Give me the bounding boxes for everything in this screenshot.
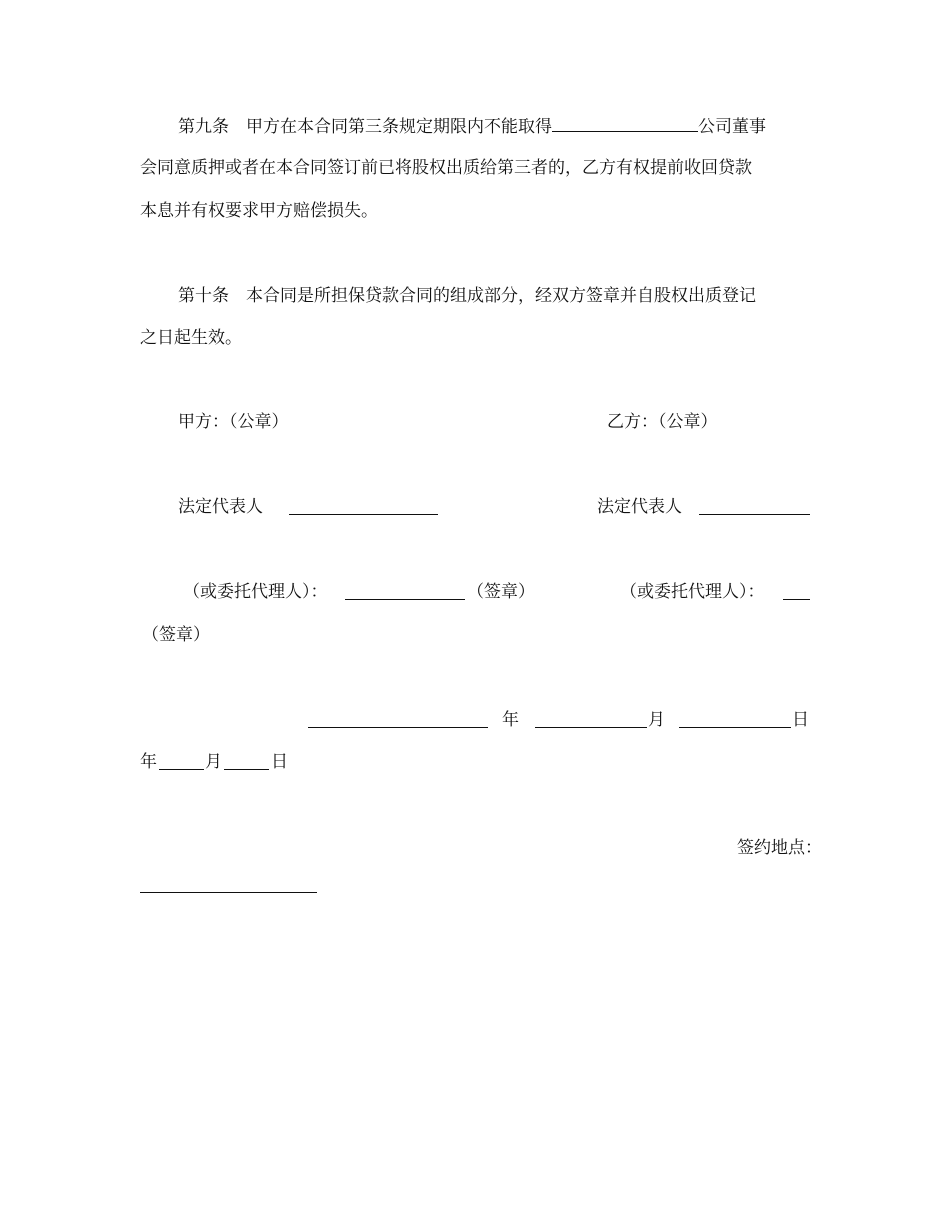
date-year-blank-a (308, 727, 488, 728)
date-year-label-a: 年 (502, 710, 519, 730)
company-name-blank (552, 114, 698, 132)
party-b-legal-rep-label: 法定代表人 (597, 497, 682, 517)
date-year-label-b: 年 (140, 752, 157, 772)
article-9-line-3: 本息并有权要求甲方赔偿损失。 (140, 201, 378, 221)
article-9-text-a: 第九条 甲方在本合同第三条规定期限内不能取得 (178, 117, 552, 137)
party-a-legal-rep-label: 法定代表人 (178, 497, 263, 517)
party-a-agent-blank (345, 599, 465, 600)
article-9-line-2: 会同意质押或者在本合同签订前已将股权出质给第三者的，乙方有权提前收回贷款 (140, 158, 752, 178)
party-b-agent-blank (783, 599, 810, 600)
article-9-text-b: 公司董事 (698, 117, 766, 137)
party-a-seal-label: 甲方：（公章） (178, 412, 289, 432)
date-day-blank-a (679, 727, 791, 728)
date-day-label-b: 日 (271, 752, 288, 772)
party-b-legal-rep-blank (699, 514, 810, 515)
signing-place-label: 签约地点： (737, 838, 822, 858)
date-month-label-a: 月 (648, 710, 665, 730)
signing-place-blank (140, 892, 317, 893)
date-month-blank-a (535, 727, 647, 728)
article-9-line-1 (178, 114, 766, 136)
party-b-sign-label: （签章） (142, 625, 210, 645)
date-month-label-b: 月 (205, 752, 222, 772)
party-a-sign-label: （签章） (467, 582, 535, 602)
party-a-agent-label: （或委托代理人）： (183, 582, 328, 602)
date-day-label-a: 日 (792, 710, 809, 730)
party-b-seal-label: 乙方：（公章） (607, 412, 718, 432)
party-b-agent-label: （或委托代理人）： (620, 582, 765, 602)
date-day-blank-b (224, 769, 269, 770)
article-10-line-1: 第十条 本合同是所担保贷款合同的组成部分，经双方签章并自股权出质登记 (178, 286, 756, 306)
date-month-blank-b (159, 769, 204, 770)
article-10-line-2: 之日起生效。 (140, 328, 242, 348)
party-a-legal-rep-blank (289, 514, 438, 515)
